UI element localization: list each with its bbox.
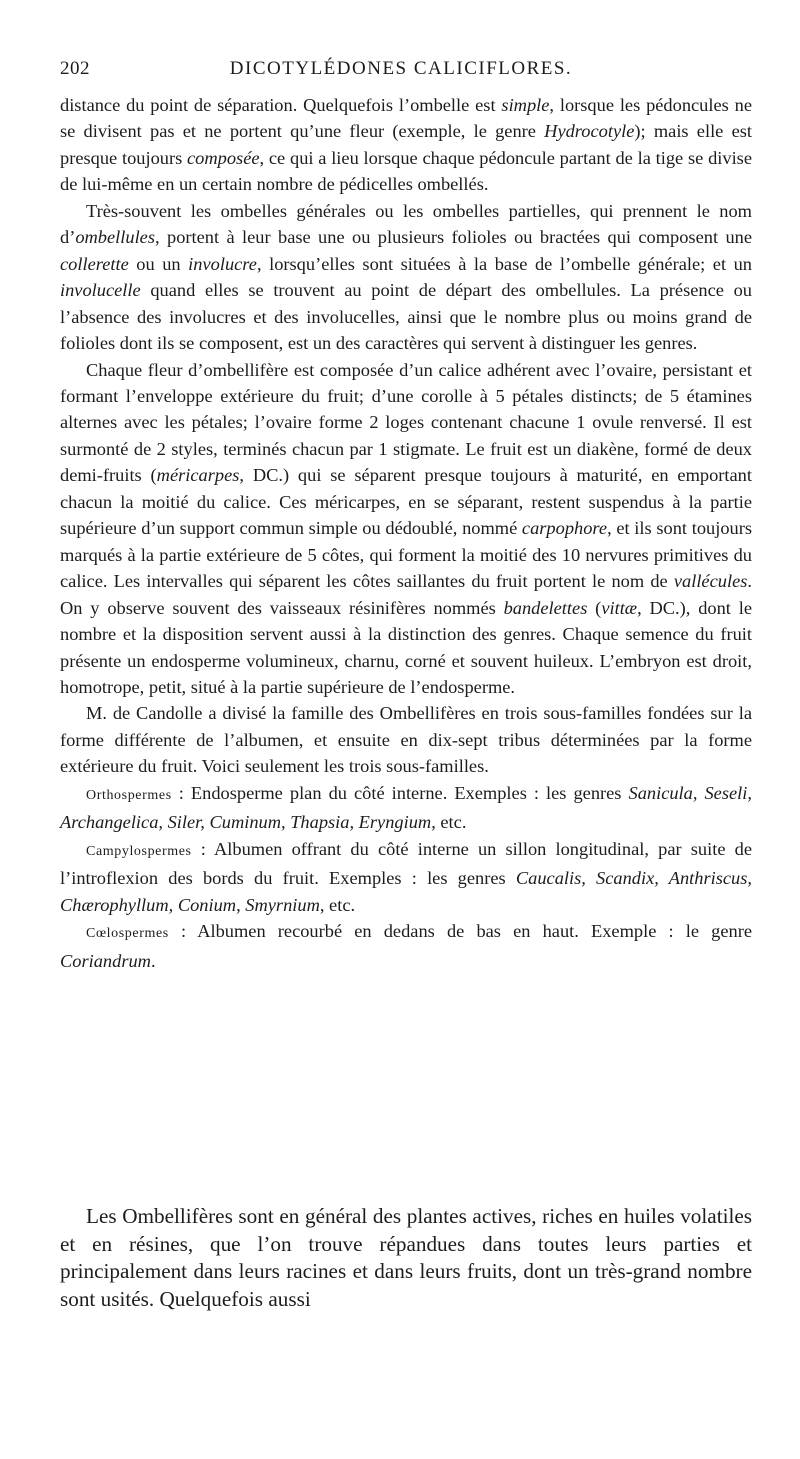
body-text — [60, 92, 752, 974]
paragraph-8: Les Ombellifères sont en général des plantes actives, riches en huiles volatiles et en résines, que l’on trouve répandues dans toutes leurs parties et principalement dans leurs racines et dans leurs fruits, dont un très-grand nombre sont usités. Quelquefois aussi — [60, 1204, 752, 1312]
subfamily-campylospermes: Campylospermes : Albumen offrant du côté interne un sillon longitudinal, par suite de l’introflexion des bords du fruit. Exemples : les genres Caucalis, Scandix, Anthriscus, Chærophyllum, Conium, Smyrnium, etc. — [60, 838, 752, 915]
term-coelospermes: Cœlospermes — [86, 926, 169, 942]
page-number: 202 — [60, 58, 90, 79]
subfamily-coelospermes: Cœlospermes : Albumen recourbé en dedans de bas en haut. Exemple : le genre Coriandrum. — [60, 921, 752, 971]
paragraph-4: M. de Candolle a divisé la famille des Ombellifères en trois sous-familles fondées sur la forme différente de l’albumen, et ensuite en dix-sept tribus déterminées par la forme extérieure du fruit. Voici seulement les trois sous-familles. — [60, 703, 752, 777]
paragraph-2: Très-souvent les ombelles générales ou les ombelles partielles, qui prennent le nom d’ombellules, portent à leur base une ou plusieurs folioles ou bractées qui composent une collerette ou un involucre, lorsqu’elles sont situées à la base de l’ombelle générale; et un involucelle quand elles se trouvent au point de départ des ombellules. La présence ou l’absence des involucres et des involucelles, ainsi que le nombre plus ou moins grand de folioles dont ils se composent, est un des caractères qui servent à distinguer les genres. — [60, 200, 752, 354]
closing-paragraph — [60, 1203, 752, 1314]
subfamily-orthospermes: Orthospermes : Endosperme plan du côté interne. Exemples : les genres Sanicula, Seseli, Archangelica, Siler, Cuminum, Thapsia, Eryngium, etc. — [60, 782, 752, 833]
running-title: DICOTYLÉDONES CALICIFLORES. — [229, 58, 573, 79]
paragraph-3: Chaque fleur d’ombellifère est composée d’un calice adhérent avec l’ovaire, persistant et formant l’enveloppe extérieure du fruit; d’une corolle à 5 pétales distincts; de 5 étamines alternes avec les pétales; l’ovaire forme 2 loges contenant chacune 1 ovule renversé. Il est surmonté de 2 styles, terminés chacun par 1 stigmate. Le fruit est un diakène, formé de deux demi-fruits (méricarpes, DC.) qui se séparent presque toujours à maturité, en emportant chacun la moitié du calice. Ces méricarpes, en se séparant, restent suspendus à la partie supérieure d’un support commun simple ou dédoublé, nommé carpophore, et ils sont toujours marqués à la partie extérieure de 5 côtes, qui forment la moitié des 10 nervures primitives du calice. Les intervalles qui séparent les côtes saillantes du fruit portent le nom de vallécules. On y observe souvent des vaisseaux résinifères nommés bandelettes (vittæ, DC.), dont le nombre et la disposition servent aussi à la distinction des genres. Chaque semence du fruit présente un endosperme volumineux, charnu, corné et souvent huileux. L’embryon est droit, homotrope, petit, situé à la partie supérieure de l’endosperme. — [60, 359, 752, 697]
term-campylospermes: Campylospermes — [86, 843, 192, 859]
paragraph-1: distance du point de séparation. Quelquefois l’ombelle est simple, lorsque les pédoncules ne se divisent pas et ne portent qu’une fleur (exemple, le genre Hydrocotyle); mais elle est presque toujours composée, ce qui a lieu lorsque chaque pédoncule partant de la tige se divise de lui-même en un certain nombre de pédicelles ombellés. — [60, 95, 753, 195]
term-orthospermes: Orthospermes — [86, 787, 172, 803]
